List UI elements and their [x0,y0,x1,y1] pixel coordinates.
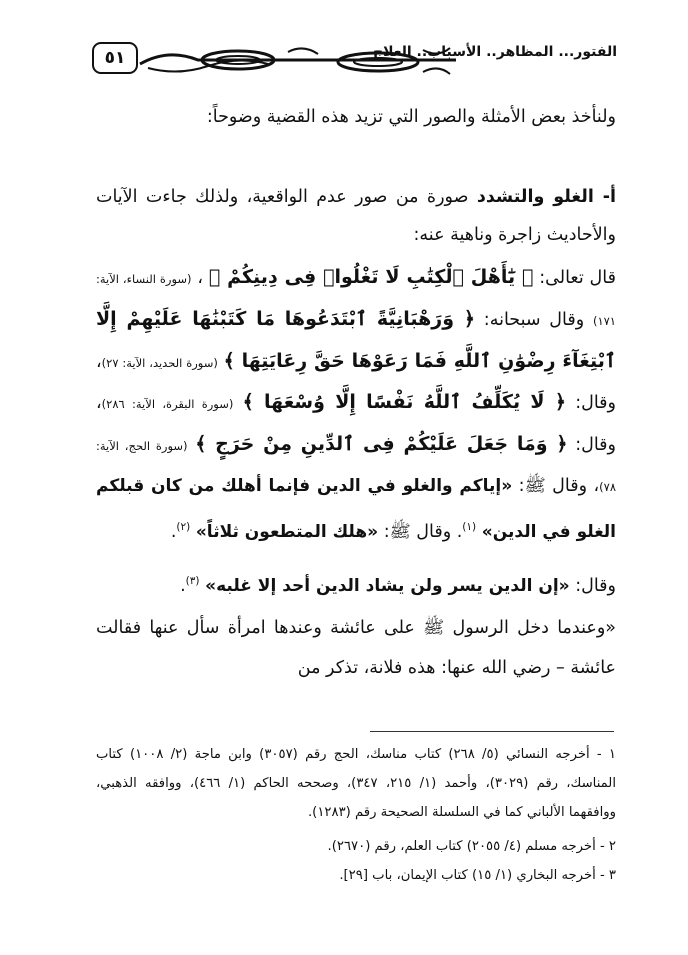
footnote-2: ٢ - أخرجه مسلم (٤/ ٢٠٥٥) كتاب العلم، رقم (٢٦٧٠). [327,839,616,854]
intro-p4: وقال: [575,575,616,596]
verse-source-4: (سورة الحج، الآية: ٧٨) [96,439,616,494]
footnote-ref-2: (٢) [176,520,191,533]
aisha-paragraph: «وعندما دخل الرسول ﷺ على عائشة وعندها امرأة سأل عنها فقالت عائشة – رضي الله عنها: هذه فلانة، تذكر من [96,618,616,678]
footnote-3: ٣ - أخرجه البخاري (١/ ١٥) كتاب الإيمان، باب [٢٩]. [339,868,616,883]
quran-verse-1: ﴿ يَٰٓأَهْلَ ٱلْكِتَٰبِ لَا تَغْلُوا۟ فِى دِينِكُمْ ﴾ [208,266,534,288]
footnote-1: ١ - أخرجه النسائي (٥/ ٢٦٨) كتاب مناسك، الحج رقم (٣٠٥٧) وابن ماجة (٢/ ١٠٠٨) كتاب المناسك، رقم (٣٠٢٩)، وأحمد (١/ ٢١٥، ٣٤٧)، وصححه الحاكم (١/ ٤٦٦)، ووافقه الذهبي، ووافقهما الألباني كما في السلسلة الصحيحة رقم (١٢٨٣). [96,747,617,820]
verse-source-2: (سورة الحديد، الآية: ٢٧) [101,355,218,370]
end-4: . [180,575,186,596]
section-a-paragraph [96,178,616,254]
verse-source-1: (سورة النساء، الآية: ١٧١) [96,272,616,328]
intro-3: ، وقال: [96,351,616,414]
section-a-text: صورة من صور عدم الواقعية، ولذلك جاءت الآيات والأحاديث زاجرة وناهية عنه: [96,187,616,245]
quran-verse-3: ﴿ لَا يُكَلِّفُ ٱللَّهُ نَفْسًا إِلَّا وُسْعَهَا ﴾ [242,391,566,414]
page-number: ٥١ [92,42,138,74]
intro-6: . وقال ﷺ: [383,521,463,542]
section-a-label: أ- الغلو والتشدد [476,187,617,207]
intro-2: وقال سبحانه: [483,309,585,330]
end-3: . [170,521,177,542]
page-header [92,38,617,86]
intro-paragraph: ولنأخذ بعض الأمثلة والصور التي تزيد هذه القضية وضوحاً: [206,107,616,127]
running-title: الفتور... المظاهر.. الأسباب.. العلاج [373,44,617,60]
hadith-2: «هلك المتطعون ثلاثاً» [195,521,379,542]
intro-5: ، وقال ﷺ: [518,475,600,496]
hadith-3: «إن الدين يسر ولن يشاد الدين أحد إلا غلبه» [205,575,570,596]
quran-verse-2: ﴿ وَرَهْبَانِيَّةً ٱبْتَدَعُوهَا مَا كَتَبْنَٰهَا عَلَيْهِمْ إِلَّا ٱبْتِغَآءَ رِضْوَٰنِ ٱللَّهِ فَمَا رَعَوْهَا حَقَّ رِعَايَتِهَا ﴾ [96,307,616,372]
evidence-paragraph [96,258,616,552]
hadith-paragraph [96,562,616,605]
footnote-ref-3: (٣) [185,575,200,587]
intro-4: ، وقال: [96,393,616,456]
footnote-ref-1: (١) [462,520,477,533]
hadith-1: «إياكم والغلو في الدين فإنما أهلك من كان قبلكم الغلو في الدين» [96,475,616,542]
quran-verse-4: ﴿ وَمَا جَعَلَ عَلَيْكُمْ فِى ٱلدِّينِ مِنْ حَرَجٍ ﴾ [195,433,568,456]
footnote-divider [370,731,614,732]
intro-1: قال تعالى: [539,268,616,288]
comma-1: ، [197,268,203,288]
verse-source-3: (سورة البقرة، الآية: ٢٨٦) [101,397,234,412]
